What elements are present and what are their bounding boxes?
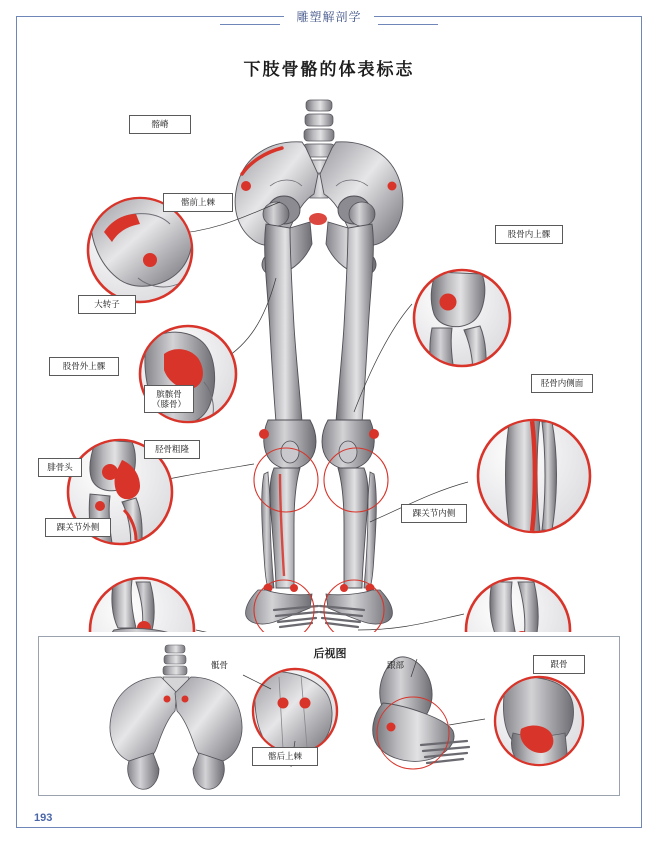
callout-iliac-crest: 髂嵴 [129, 115, 191, 134]
callout-tibial-tuberosity: 胫骨粗隆 [144, 440, 200, 459]
detail-circle-psis [253, 669, 337, 753]
detail-circle-tibial-surface [478, 418, 590, 532]
patella-right [339, 441, 357, 463]
main-illustration [18, 82, 640, 632]
callout-calcaneus: 跟骨 [533, 655, 585, 674]
banner-rule-left [220, 24, 280, 25]
callout-psis: 髂后上棘 [252, 747, 318, 766]
banner [0, 8, 658, 26]
page-title: 下肢骨骼的体表标志 [243, 60, 415, 79]
marker-asis-left [241, 181, 251, 191]
callout-lateral-femoral-epicondyle: 股骨外上髁 [49, 357, 119, 376]
marker-lateral-epicondyle-r [369, 429, 379, 439]
callout-medial-femoral-epicondyle: 股骨内上髁 [495, 225, 563, 244]
lower-leg-right [338, 468, 376, 593]
callout-medial-tibial-surface: 胫骨内侧面 [531, 374, 593, 393]
page-number: 193 [34, 812, 53, 824]
detail-circle-ankle-medial [466, 578, 570, 632]
callout-fibular-head: 腓骨头 [38, 458, 82, 477]
detail-circle-calcaneus [495, 677, 583, 767]
marker-pubic [309, 213, 327, 225]
callout-sacrum: 骶骨 [211, 660, 229, 670]
patella-left [281, 441, 299, 463]
callout-lateral-ankle: 踝关节外侧 [45, 518, 111, 537]
foot-posterior [373, 657, 469, 763]
skeleton-body [235, 100, 403, 627]
detail-circle-medial-epicondyle [414, 270, 510, 382]
marker-asis-right [388, 182, 397, 191]
callout-patella: 膑髌骨 （膝骨） [144, 385, 194, 413]
lower-leg-left [262, 468, 300, 593]
detail-circle-ankle-lateral [90, 578, 194, 632]
posterior-view-panel [38, 636, 620, 796]
banner-rule-right [378, 24, 438, 25]
banner-title: 雕塑解剖学 [284, 8, 373, 25]
callout-medial-ankle: 踝关节内侧 [401, 504, 467, 523]
marker-medial-malleolus-l [290, 584, 298, 592]
detail-circle-iliac [88, 197, 192, 302]
callout-asis: 髂前上棘 [163, 193, 233, 212]
callout-heel: 跟部 [387, 660, 405, 670]
marker-medial-malleolus-r [340, 584, 348, 592]
panel-title: 后视图 [313, 648, 347, 660]
callout-greater-trochanter: 大转子 [78, 295, 136, 314]
marker-lateral-epicondyle-l [259, 429, 269, 439]
